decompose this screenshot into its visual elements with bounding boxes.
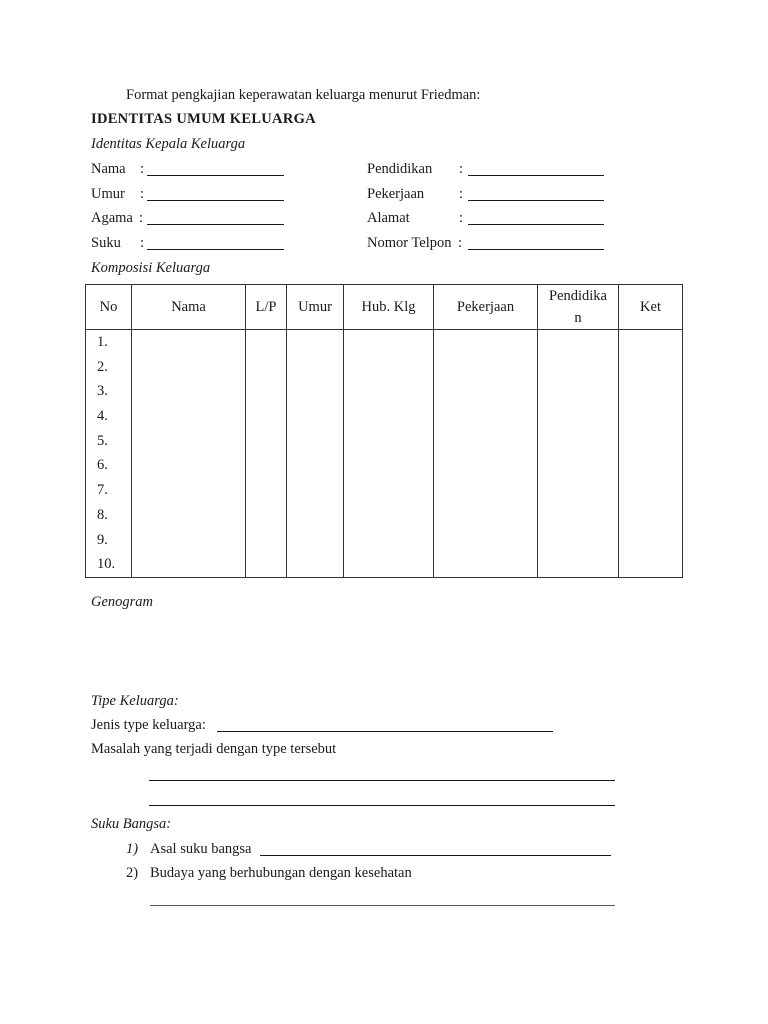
item1-number: 1) <box>126 841 139 857</box>
table-header-row <box>86 285 683 330</box>
budaya-input-line[interactable] <box>150 905 615 906</box>
cell-no <box>86 330 132 578</box>
masalah-line-1[interactable] <box>149 780 615 781</box>
row-number: 4. <box>97 408 108 425</box>
intro-text: Format pengkajian keperawatan keluarga menurut Friedman: <box>126 87 481 103</box>
nama-input-line[interactable] <box>147 162 284 176</box>
jenis-input-line[interactable] <box>217 718 553 732</box>
cell-lp[interactable] <box>246 330 287 578</box>
field-nomor-telpon: Nomor Telpon <box>367 235 452 251</box>
row-number: 6. <box>97 457 108 474</box>
field-suku: Suku <box>91 235 121 251</box>
pekerjaan-input-line[interactable] <box>468 187 604 201</box>
row-number: 7. <box>97 482 108 499</box>
row-number: 10. <box>97 556 116 573</box>
alamat-input-line[interactable] <box>468 211 604 225</box>
col-header-no: No <box>86 285 132 330</box>
field-pekerjaan-sep: : <box>459 186 464 202</box>
suku-title: Suku Bangsa: <box>91 816 172 832</box>
item2-label: Budaya yang berhubungan dengan kesehatan <box>150 865 412 881</box>
field-pendidikan: Pendidikan <box>367 161 433 177</box>
row-number: 2. <box>97 358 108 375</box>
field-suku-sep: : <box>140 235 145 251</box>
cell-hub-klg[interactable] <box>344 330 434 578</box>
field-nomor-telpon-sep: : <box>458 235 463 251</box>
masalah-label: Masalah yang terjadi dengan type tersebut <box>91 741 337 757</box>
field-pendidikan-sep: : <box>459 161 464 177</box>
pendidikan-input-line[interactable] <box>468 162 604 176</box>
masalah-line-2[interactable] <box>149 805 615 806</box>
suku-input-line[interactable] <box>147 236 284 250</box>
row-number: 8. <box>97 506 108 523</box>
row-number: 3. <box>97 383 108 400</box>
field-umur: Umur <box>91 186 125 202</box>
item2-number: 2) <box>126 865 139 881</box>
cell-nama[interactable] <box>132 330 246 578</box>
col-header-hub-klg: Hub. Klg <box>344 285 434 330</box>
col-header-umur: Umur <box>287 285 344 330</box>
jenis-label: Jenis type keluarga: <box>91 717 206 733</box>
agama-input-line[interactable] <box>147 211 284 225</box>
field-pekerjaan: Pekerjaan <box>367 186 425 202</box>
col-header-nama: Nama <box>132 285 246 330</box>
field-agama: Agama <box>91 210 133 226</box>
col-header-pendidikan: Pendidika n <box>538 285 619 330</box>
field-alamat: Alamat <box>367 210 410 226</box>
nomor-telpon-input-line[interactable] <box>468 236 604 250</box>
field-agama-sep: : <box>139 210 144 226</box>
row-number-list <box>86 330 131 577</box>
head-subtitle: Identitas Kepala Keluarga <box>91 136 246 152</box>
cell-umur[interactable] <box>287 330 344 578</box>
komposisi-table <box>85 284 683 578</box>
item1-label: Asal suku bangsa <box>150 841 252 857</box>
row-number: 9. <box>97 531 108 548</box>
komposisi-title: Komposisi Keluarga <box>91 260 211 276</box>
field-alamat-sep: : <box>459 210 464 226</box>
cell-ket[interactable] <box>619 330 683 578</box>
umur-input-line[interactable] <box>147 187 284 201</box>
cell-pekerjaan[interactable] <box>434 330 538 578</box>
field-nama: Nama <box>91 161 126 177</box>
tipe-title: Tipe Keluarga: <box>91 693 179 709</box>
row-number: 5. <box>97 432 108 449</box>
asal-suku-input-line[interactable] <box>260 842 611 856</box>
cell-pendidikan[interactable] <box>538 330 619 578</box>
section-title: IDENTITAS UMUM KELUARGA <box>91 111 316 127</box>
col-header-lp: L/P <box>246 285 287 330</box>
field-nama-sep: : <box>140 161 145 177</box>
col-header-pekerjaan: Pekerjaan <box>434 285 538 330</box>
col-header-ket: Ket <box>619 285 683 330</box>
field-umur-sep: : <box>140 186 145 202</box>
row-number: 1. <box>97 334 108 350</box>
genogram-title: Genogram <box>91 594 154 610</box>
table-row <box>86 330 683 578</box>
